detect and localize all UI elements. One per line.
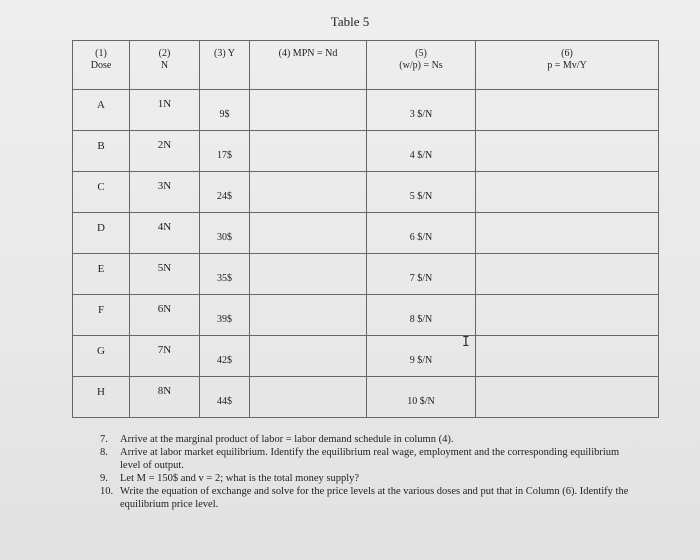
cell-dose: E — [73, 254, 130, 295]
cell-n: 1N — [130, 90, 200, 131]
table-row — [73, 336, 659, 377]
question-text: Let M = 150$ and v = 2; what is the total money supply? — [120, 473, 360, 484]
cell-price — [476, 377, 659, 418]
cell-price — [476, 172, 659, 213]
question-number: 8. — [100, 447, 108, 458]
cell-mpn — [250, 213, 367, 254]
question-item — [100, 433, 640, 446]
cell-price — [476, 295, 659, 336]
cell-mpn — [250, 254, 367, 295]
question-text: Write the equation of exchange and solve for the price levels at the various doses and put that in Column (6). Identify the equilibrium price level. — [120, 486, 629, 510]
cell-mpn — [250, 295, 367, 336]
cell-n: 7N — [130, 336, 200, 377]
cell-dose: B — [73, 131, 130, 172]
data-table — [72, 40, 659, 418]
cell-real-wage: 8 $/N — [367, 295, 476, 336]
cell-y: 24$ — [200, 172, 250, 213]
cell-dose: D — [73, 213, 130, 254]
cell-real-wage: 4 $/N — [367, 131, 476, 172]
cell-n: 4N — [130, 213, 200, 254]
text-cursor-icon: I — [462, 335, 470, 350]
question-item — [100, 472, 640, 485]
cell-price — [476, 90, 659, 131]
cell-price — [476, 254, 659, 295]
cell-price — [476, 131, 659, 172]
table-row — [73, 213, 659, 254]
question-item — [100, 446, 640, 472]
cell-price — [476, 336, 659, 377]
cell-dose: A — [73, 90, 130, 131]
table-row — [73, 90, 659, 131]
cell-y: 17$ — [200, 131, 250, 172]
cell-mpn — [250, 90, 367, 131]
cell-real-wage: 9 $/N — [367, 336, 476, 377]
cell-y: 42$ — [200, 336, 250, 377]
cell-real-wage: 3 $/N — [367, 90, 476, 131]
cell-n: 6N — [130, 295, 200, 336]
header-n: (2) N — [130, 41, 200, 90]
cell-mpn — [250, 377, 367, 418]
cell-real-wage: 5 $/N — [367, 172, 476, 213]
question-text: Arrive at the marginal product of labor = labor demand schedule in column (4). — [120, 434, 454, 445]
question-item — [100, 485, 640, 511]
question-number: 7. — [100, 434, 108, 445]
cell-dose: G — [73, 336, 130, 377]
cell-y: 39$ — [200, 295, 250, 336]
cell-price — [476, 213, 659, 254]
table-row — [73, 131, 659, 172]
header-real-wage: (5) (w/p) = Ns — [367, 41, 476, 90]
cell-dose: H — [73, 377, 130, 418]
cell-n: 5N — [130, 254, 200, 295]
table-row — [73, 172, 659, 213]
cell-mpn — [250, 336, 367, 377]
cell-dose: F — [73, 295, 130, 336]
cell-y: 35$ — [200, 254, 250, 295]
question-text: Arrive at labor market equilibrium. Identify the equilibrium real wage, employment and the corresponding equilibrium level of output. — [120, 447, 620, 471]
question-number: 9. — [100, 473, 108, 484]
header-dose: (1) Dose — [73, 41, 130, 90]
table-row — [73, 377, 659, 418]
cell-dose: C — [73, 172, 130, 213]
table-header-row — [73, 41, 659, 90]
table-title: Table 5 — [330, 14, 370, 29]
cell-y: 9$ — [200, 90, 250, 131]
table-row — [73, 254, 659, 295]
cell-mpn — [250, 131, 367, 172]
cell-real-wage: 6 $/N — [367, 213, 476, 254]
cell-y: 44$ — [200, 377, 250, 418]
cell-real-wage: 7 $/N — [367, 254, 476, 295]
question-number: 10. — [100, 486, 114, 497]
header-y: (3) Y — [200, 41, 250, 90]
cell-n: 3N — [130, 172, 200, 213]
cell-y: 30$ — [200, 213, 250, 254]
cell-real-wage: 10 $/N — [367, 377, 476, 418]
header-price: (6) p = Mv/Y — [476, 41, 659, 90]
header-mpn: (4) MPN = Nd — [250, 41, 367, 90]
question-list — [100, 433, 640, 511]
cell-mpn — [250, 172, 367, 213]
cell-n: 2N — [130, 131, 200, 172]
table-row — [73, 295, 659, 336]
cell-n: 8N — [130, 377, 200, 418]
